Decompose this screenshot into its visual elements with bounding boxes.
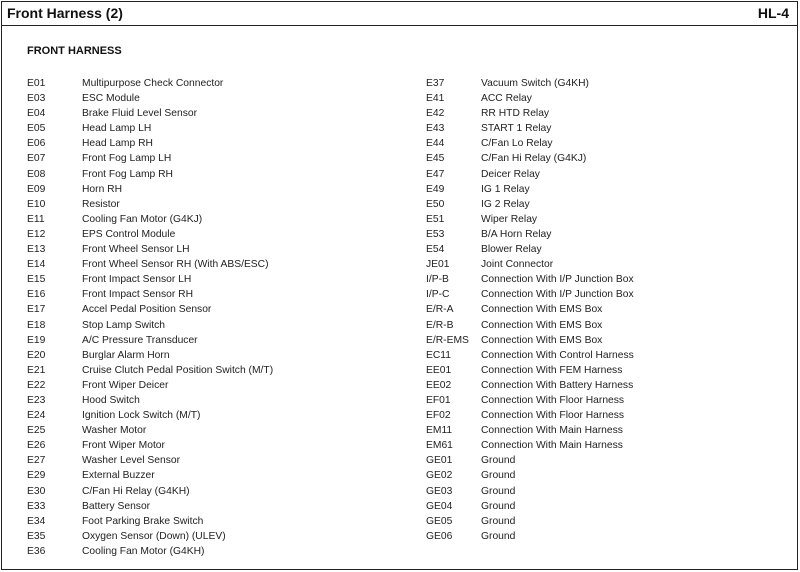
connector-code: E24 bbox=[27, 410, 46, 422]
connector-code: E/R-EMS bbox=[426, 334, 469, 346]
connector-code: E09 bbox=[27, 183, 46, 195]
connector-row bbox=[27, 408, 273, 423]
connector-row bbox=[426, 182, 634, 197]
connector-description: Cooling Fan Motor (G4KH) bbox=[82, 545, 205, 557]
connector-row bbox=[426, 302, 634, 317]
connector-row bbox=[426, 408, 634, 423]
connector-code: E19 bbox=[27, 334, 46, 346]
connector-description: C/Fan Hi Relay (G4KJ) bbox=[481, 153, 587, 165]
connector-row bbox=[426, 333, 634, 348]
connector-row bbox=[27, 136, 273, 151]
connector-description: Vacuum Switch (G4KH) bbox=[481, 78, 589, 89]
connector-description: Front Wiper Motor bbox=[82, 440, 165, 452]
connector-code: GE04 bbox=[426, 500, 453, 512]
connector-description: Horn RH bbox=[82, 183, 123, 195]
connector-code: EE02 bbox=[426, 379, 452, 391]
connector-code: E54 bbox=[426, 244, 445, 256]
connector-code: E33 bbox=[27, 500, 46, 512]
connector-description: Battery Sensor bbox=[82, 500, 151, 512]
connector-row bbox=[426, 393, 634, 408]
connector-code: E41 bbox=[426, 93, 445, 105]
connector-code: E03 bbox=[27, 93, 46, 105]
connector-description: Washer Level Sensor bbox=[82, 455, 181, 467]
connector-row bbox=[426, 136, 634, 151]
connector-description: Ground bbox=[481, 500, 516, 512]
connector-code: E21 bbox=[27, 364, 46, 376]
connector-code: GE01 bbox=[426, 455, 453, 467]
connector-description: ESC Module bbox=[82, 93, 140, 105]
connector-code: E10 bbox=[27, 198, 46, 210]
section-title: FRONT HARNESS bbox=[27, 45, 122, 57]
connector-row bbox=[27, 423, 273, 438]
connector-code: E47 bbox=[426, 168, 445, 180]
connector-row bbox=[27, 76, 273, 91]
connector-code: E01 bbox=[27, 78, 46, 89]
connector-row bbox=[426, 423, 634, 438]
connector-description: Stop Lamp Switch bbox=[82, 319, 165, 331]
connector-code: E44 bbox=[426, 138, 445, 150]
connector-code: E50 bbox=[426, 198, 445, 210]
connector-code: I/P-B bbox=[426, 274, 449, 286]
connector-description: External Buzzer bbox=[82, 470, 155, 482]
connector-description: Connection With Main Harness bbox=[481, 425, 623, 437]
connector-code: E15 bbox=[27, 274, 46, 286]
connector-row bbox=[426, 272, 634, 287]
left-connector-list bbox=[27, 76, 273, 559]
connector-row bbox=[27, 182, 273, 197]
connector-description: Blower Relay bbox=[481, 244, 542, 256]
connector-row bbox=[27, 514, 273, 529]
connector-description: Ground bbox=[481, 485, 516, 497]
connector-row bbox=[426, 212, 634, 227]
connector-row bbox=[426, 197, 634, 212]
connector-description: Front Impact Sensor LH bbox=[82, 274, 192, 286]
connector-code: GE02 bbox=[426, 470, 453, 482]
connector-code: E26 bbox=[27, 440, 46, 452]
connector-code: E30 bbox=[27, 485, 46, 497]
connector-code: GE06 bbox=[426, 530, 453, 542]
connector-code: E07 bbox=[27, 153, 46, 165]
connector-description: Joint Connector bbox=[481, 259, 554, 271]
connector-description: A/C Pressure Transducer bbox=[82, 334, 198, 346]
connector-description: Connection With EMS Box bbox=[481, 304, 603, 316]
connector-description: Resistor bbox=[82, 198, 120, 210]
connector-description: B/A Horn Relay bbox=[481, 228, 552, 240]
connector-description: Brake Fluid Level Sensor bbox=[82, 108, 198, 120]
connector-code: E/R-B bbox=[426, 319, 454, 331]
connector-description: Connection With Floor Harness bbox=[481, 410, 625, 422]
connector-row bbox=[426, 514, 634, 529]
connector-description: Hood Switch bbox=[82, 394, 140, 406]
connector-code: E23 bbox=[27, 394, 46, 406]
connector-row bbox=[27, 121, 273, 136]
connector-description: C/Fan Lo Relay bbox=[481, 138, 553, 150]
connector-code: I/P-C bbox=[426, 289, 450, 301]
connector-description: Washer Motor bbox=[82, 425, 147, 437]
page-title: Front Harness (2) bbox=[7, 5, 123, 21]
connector-row bbox=[426, 499, 634, 514]
connector-description: Ignition Lock Switch (M/T) bbox=[82, 410, 201, 422]
connector-description: Front Wiper Deicer bbox=[82, 379, 169, 391]
connector-row bbox=[27, 484, 273, 499]
connector-description: Ground bbox=[481, 515, 516, 527]
connector-row bbox=[27, 287, 273, 302]
connector-description: Connection With FEM Harness bbox=[481, 364, 623, 376]
connector-code: E18 bbox=[27, 319, 46, 331]
connector-description: ACC Relay bbox=[481, 93, 532, 105]
connector-row bbox=[27, 106, 273, 121]
connector-row bbox=[27, 438, 273, 453]
connector-row bbox=[27, 167, 273, 182]
connector-row bbox=[27, 302, 273, 317]
connector-row bbox=[27, 468, 273, 483]
page-header bbox=[2, 2, 797, 26]
connector-code: E36 bbox=[27, 545, 46, 557]
connector-description: Cruise Clutch Pedal Position Switch (M/T) bbox=[82, 364, 274, 376]
connector-description: Connection With Floor Harness bbox=[481, 394, 625, 406]
connector-row bbox=[426, 453, 634, 468]
connector-code: E34 bbox=[27, 515, 46, 527]
connector-description: RR HTD Relay bbox=[481, 108, 550, 120]
connector-code: E05 bbox=[27, 123, 46, 135]
connector-row bbox=[27, 378, 273, 393]
connector-row bbox=[426, 484, 634, 499]
connector-description: Ground bbox=[481, 470, 516, 482]
connector-row bbox=[426, 257, 634, 272]
connector-row bbox=[426, 468, 634, 483]
connector-row bbox=[426, 242, 634, 257]
connector-code: E14 bbox=[27, 259, 46, 271]
connector-code: EF02 bbox=[426, 410, 451, 422]
connector-code: E37 bbox=[426, 78, 445, 89]
connector-row bbox=[27, 197, 273, 212]
connector-code: E29 bbox=[27, 470, 46, 482]
connector-code: EM11 bbox=[426, 425, 453, 437]
connector-description: Head Lamp RH bbox=[82, 138, 153, 150]
connector-row bbox=[27, 227, 273, 242]
connector-row bbox=[27, 453, 273, 468]
connector-code: E25 bbox=[27, 425, 46, 437]
connector-code: E17 bbox=[27, 304, 46, 316]
connector-row bbox=[426, 227, 634, 242]
connector-code: E43 bbox=[426, 123, 445, 135]
connector-description: Connection With I/P Junction Box bbox=[481, 289, 634, 301]
connector-description: IG 2 Relay bbox=[481, 198, 530, 210]
connector-code: JE01 bbox=[426, 259, 450, 271]
connector-code: E08 bbox=[27, 168, 46, 180]
connector-row bbox=[27, 333, 273, 348]
connector-code: E04 bbox=[27, 108, 46, 120]
connector-row bbox=[27, 242, 273, 257]
connector-description: EPS Control Module bbox=[82, 228, 176, 240]
connector-code: E35 bbox=[27, 530, 46, 542]
connector-code: E06 bbox=[27, 138, 46, 150]
connector-code: E11 bbox=[27, 213, 45, 225]
connector-description: Foot Parking Brake Switch bbox=[82, 515, 204, 527]
connector-description: IG 1 Relay bbox=[481, 183, 530, 195]
connector-code: E13 bbox=[27, 244, 46, 256]
connector-row bbox=[426, 529, 634, 544]
connector-code: EE01 bbox=[426, 364, 452, 376]
connector-description: Burglar Alarm Horn bbox=[82, 349, 170, 361]
connector-description: Deicer Relay bbox=[481, 168, 540, 180]
connector-row bbox=[426, 318, 634, 333]
connector-row bbox=[27, 363, 273, 378]
right-connector-list bbox=[426, 76, 634, 544]
connector-row bbox=[426, 121, 634, 136]
connector-description: Cooling Fan Motor (G4KJ) bbox=[82, 213, 203, 225]
connector-code: E49 bbox=[426, 183, 445, 195]
connector-description: Connection With Control Harness bbox=[481, 349, 634, 361]
connector-code: E53 bbox=[426, 228, 445, 240]
page-code: HL-4 bbox=[757, 5, 789, 21]
connector-code: E45 bbox=[426, 153, 445, 165]
connector-code: EC11 bbox=[426, 349, 451, 361]
connector-row bbox=[426, 378, 634, 393]
connector-code: E42 bbox=[426, 108, 445, 120]
connector-description: C/Fan Hi Relay (G4KH) bbox=[82, 485, 190, 497]
connector-code: EF01 bbox=[426, 394, 451, 406]
connector-row bbox=[426, 106, 634, 121]
connector-description: Connection With EMS Box bbox=[481, 319, 603, 331]
connector-row bbox=[27, 151, 273, 166]
connector-description: Head Lamp LH bbox=[82, 123, 152, 135]
connector-description: Connection With EMS Box bbox=[481, 334, 603, 346]
connector-row bbox=[27, 318, 273, 333]
connector-row bbox=[27, 257, 273, 272]
connector-code: EM61 bbox=[426, 440, 453, 452]
connector-description: Front Wheel Sensor LH bbox=[82, 244, 190, 256]
connector-code: E16 bbox=[27, 289, 46, 301]
connector-description: Front Impact Sensor RH bbox=[82, 289, 194, 301]
connector-description: START 1 Relay bbox=[481, 123, 552, 135]
connector-code: GE05 bbox=[426, 515, 453, 527]
connector-row bbox=[426, 363, 634, 378]
connector-row bbox=[27, 544, 273, 559]
connector-description: Accel Pedal Position Sensor bbox=[82, 304, 212, 316]
connector-description: Front Wheel Sensor RH (With ABS/ESC) bbox=[82, 259, 269, 271]
connector-row bbox=[426, 348, 634, 363]
connector-description: Wiper Relay bbox=[481, 213, 538, 225]
connector-description: Ground bbox=[481, 530, 516, 542]
connector-row bbox=[426, 76, 634, 91]
connector-description: Connection With I/P Junction Box bbox=[481, 274, 634, 286]
connector-description: Front Fog Lamp RH bbox=[82, 168, 173, 180]
connector-row bbox=[27, 393, 273, 408]
connector-row bbox=[426, 167, 634, 182]
connector-row bbox=[426, 438, 634, 453]
connector-description: Connection With Main Harness bbox=[481, 440, 623, 452]
connector-row bbox=[426, 151, 634, 166]
connector-row bbox=[27, 499, 273, 514]
connector-code: E/R-A bbox=[426, 304, 454, 316]
connector-code: GE03 bbox=[426, 485, 453, 497]
connector-description: Front Fog Lamp LH bbox=[82, 153, 172, 165]
connector-row bbox=[426, 287, 634, 302]
connector-description: Multipurpose Check Connector bbox=[82, 78, 224, 89]
connector-code: E22 bbox=[27, 379, 46, 391]
connector-description: Oxygen Sensor (Down) (ULEV) bbox=[82, 530, 226, 542]
connector-description: Connection With Battery Harness bbox=[481, 379, 634, 391]
connector-row bbox=[27, 212, 273, 227]
connector-description: Ground bbox=[481, 455, 516, 467]
connector-row bbox=[27, 529, 273, 544]
connector-row bbox=[27, 91, 273, 106]
connector-row bbox=[27, 272, 273, 287]
connector-code: E51 bbox=[426, 213, 445, 225]
connector-row bbox=[426, 91, 634, 106]
connector-code: E12 bbox=[27, 228, 46, 240]
connector-row bbox=[27, 348, 273, 363]
connector-code: E20 bbox=[27, 349, 46, 361]
connector-code: E27 bbox=[27, 455, 46, 467]
